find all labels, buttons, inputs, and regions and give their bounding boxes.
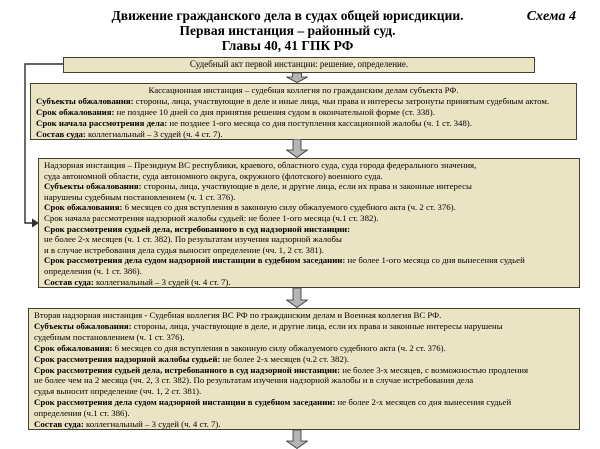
down-arrow-3 [286, 288, 308, 308]
box-text-line: Срок рассмотрения судьей дела, истребованного в суд надзорной инстанции: [44, 223, 351, 234]
box-text-line: Вторая надзорная инстанция - Судебная коллегия ВС РФ по гражданским делам и Военная коллегия ВС РФ. [34, 310, 442, 320]
box-text-line: Состав суда: коллегиальный – 3 судей (ч. 4 ст. 7). [36, 128, 223, 139]
box-text-line: определения (ч.1 ст. 386). [34, 408, 130, 419]
box-text-line: Надзорная инстанция – Президиум ВС республики, краевого, областного суда, суда города федерального значения, [44, 160, 477, 170]
cassation-instance-box [30, 83, 577, 140]
title-line-1: Движение гражданского дела в судах общей юрисдикции. [111, 8, 464, 23]
box-text-line: Срок начала рассмотрения надзорной жалобы судьей: не более 1-ого месяца (ч.1 ст. 382). [44, 212, 379, 223]
box-text-line: суда автономной области, суда автономного округа, окружного (флотского) военного суда. [44, 170, 383, 181]
box-text-line: судья выносит определение (чч. 1, 2 ст. 381). [34, 386, 202, 397]
box-text-line: Срок рассмотрения судьей дела, истребованного в суд надзорной инстанции: не более 3-х месяцев, с возможностью продления [34, 364, 529, 375]
down-arrow-2 [286, 139, 308, 158]
down-arrow-1 [286, 73, 308, 83]
box-text-line: судебным постановлением (ч. 1 ст. 376). [34, 331, 185, 342]
box-text-line: нарушены судебным постановлением (ч. 1 ст. 376). [44, 191, 236, 202]
box-text-line: Срок обжалования: 6 месяцев со дня вступления в законную силу обжалуемого судебного акта (ч. 2 ст. 376). [44, 202, 456, 213]
box-text-line: не более чем на 2 месяца (чч. 2, 3 ст. 382). По результатам изучения надзорной жалобы и в случае истребования дела [34, 375, 474, 386]
box-text-line: Срок обжалования: 6 месяцев со дня вступления в законную силу обжалуемого судебного акта (ч. 2 ст. 376). [34, 342, 446, 353]
page-title [0, 8, 575, 53]
title-line-3: Главы 40, 41 ГПК РФ [221, 38, 354, 53]
title-line-2: Первая инстанция – районный суд. [179, 23, 396, 38]
supervisory-instance-box [38, 158, 580, 288]
box-text-line: Срок обжалования: не позднее 10 дней со дня принятия решения судом в окончательной форме (ст. 338). [36, 106, 435, 117]
box-text-line: Состав суда: коллегиальный – 3 судей (ч. 4 ст. 7). [44, 276, 231, 287]
down-arrow-4 [286, 430, 308, 449]
box-text-line: Субъекты обжалования: стороны, лица, участвующие в деле и иные лица, чьи права и интересы затронуты принятым судебным актом. [36, 95, 550, 106]
scheme-number-label: Схема 4 [526, 9, 576, 24]
box-text-line: не более 2-х месяцев (ч. 1 ст. 382). По результатам изучения надзорной жалобы [44, 234, 342, 245]
box-text-line: Срок рассмотрения дела судом надзорной инстанции в судебном заседании: не более 2-х месяцев со дня вынесения судьей [34, 397, 512, 408]
box-text-line: определения (ч. 1 ст. 386). [44, 265, 142, 276]
box-text-line: и в случае истребования дела судья выносит определение (чч. 1, 2 ст. 381). [44, 244, 324, 255]
box-text-line: Срок рассмотрения надзорной жалобы судьей: не более 2-х месяцев (ч.2 ст. 382). [34, 353, 349, 364]
second-supervisory-instance-box [28, 308, 580, 430]
box-text-line: Срок рассмотрения дела судом надзорной инстанции в судебном заседании: не более 1-ого месяца со дня вынесения судьей [44, 255, 525, 266]
box-text-line: Субъекты обжалования: стороны, лица, участвующие в деле, и другие лица, если их права и законные интересы нарушены [34, 320, 503, 331]
box-text-line: Кассационная инстанция – судебная коллегия по гражданским делам субъекта РФ. [148, 85, 459, 95]
box-text-line: Состав суда: коллегиальный – 3 судей (ч. 4 ст. 7). [34, 419, 221, 430]
first-instance-act-box: Судебный акт первой инстанции: решение, определение. [63, 57, 535, 73]
box-text-line: Субъекты обжалования: стороны, лица, участвующие в деле, и другие лица, если их права и законные интересы [44, 181, 472, 192]
box-text-line: Срок начала рассмотрения дела: не позднее 1-ого месяца со дня поступления кассационной жалобы (ч. 1 ст. 348). [36, 117, 472, 128]
